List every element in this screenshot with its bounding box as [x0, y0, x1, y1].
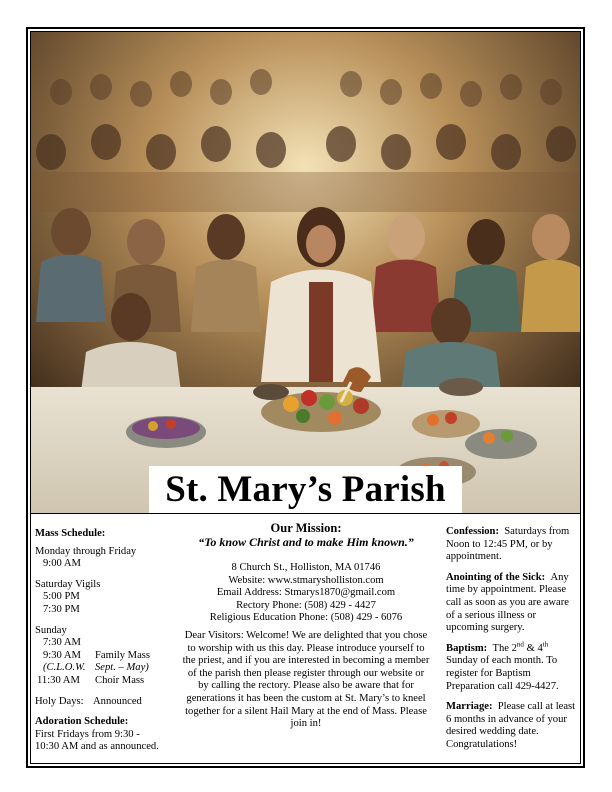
marriage-label: Marriage:: [446, 701, 493, 713]
saturday-time-2: 7:30 PM: [43, 603, 80, 615]
anointing-block: [446, 572, 580, 635]
adoration-heading: Adoration Schedule:: [35, 716, 129, 728]
mass-schedule-heading: Mass Schedule:: [35, 528, 106, 539]
adoration-line-1: First Fridays from 9:30 -: [35, 728, 140, 740]
rectory-phone: Rectory Phone: (508) 429 - 4427: [236, 599, 376, 611]
baptism-sup-2: th: [542, 640, 549, 649]
sunday-time-3: 11:30 AM: [37, 674, 80, 686]
website[interactable]: Website: www.stmarysholliston.com: [228, 574, 384, 586]
anointing-label: Anointing of the Sick:: [446, 571, 546, 583]
saturday-time-1: 5:00 PM: [43, 591, 80, 603]
baptism-text-b: & 4: [523, 642, 543, 654]
confession-text: Saturdays from Noon to 12:45 PM, or by appointment.: [446, 526, 570, 563]
baptism-text-a: The 2: [492, 642, 517, 654]
sacraments-column: [446, 526, 580, 760]
sunday-label: Sunday: [35, 624, 67, 636]
feast-painting-image: [31, 32, 580, 513]
sunday-time-2: 9:30 AM: [43, 649, 81, 661]
parish-title: St. Mary’s Parish: [165, 469, 446, 510]
religious-ed-phone: Religious Education Phone: (508) 429 - 6076: [209, 612, 403, 624]
mission-column: [182, 521, 430, 731]
sunday-row-2: [35, 650, 175, 663]
clow-row: [35, 662, 175, 675]
weekday-label: Monday through Friday: [35, 545, 137, 557]
sunday-time-2-note: Family Mass: [95, 649, 151, 661]
sunday-time-3-note: Choir Mass: [95, 674, 145, 686]
mass-schedule-column: [35, 528, 175, 754]
marriage-block: [446, 701, 580, 751]
adoration-line-2: 10:30 AM and as announced.: [35, 741, 159, 753]
saturday-label: Saturday Vigils: [35, 578, 101, 590]
mission-heading: Our Mission:: [270, 521, 342, 535]
anointing-text: Any time by appointment. Please call as soon as you are aware of a serious illness or upcoming surgery.: [446, 571, 569, 634]
confession-label: Confession:: [446, 526, 499, 537]
mission-statement: “To know Christ and to make Him known.”: [198, 535, 414, 549]
holy-days-label: Holy Days:: [35, 695, 84, 707]
holy-days-value: Announced: [93, 695, 142, 707]
confession-block: [446, 526, 580, 564]
email[interactable]: Email Address: Stmarys1870@gmail.com: [216, 587, 396, 599]
holy-days-row: [35, 696, 175, 709]
title-banner: [149, 466, 462, 513]
sunday-row-3: [35, 675, 175, 688]
baptism-label: Baptism:: [446, 642, 488, 654]
baptism-sup-1: nd: [516, 640, 524, 649]
clow-note: (C.L.O.W.: [43, 662, 86, 674]
clow-dates: Sept. – May): [95, 662, 149, 674]
marriage-text: Please call at least 6 months in advance of your desired wedding date. Congratulations!: [446, 701, 576, 750]
address: 8 Church St., Holliston, MA 01746: [231, 562, 381, 573]
baptism-text-c: Sunday of each month. To register for Baptism Preparation call 429-4427.: [446, 655, 559, 692]
welcome-text: Dear Visitors: Welcome! We are delighted that you chose to worship with us this day. Please introduce yourself to the priest, and if you are interested in becoming a member of the parish then please register through our website or by calling the rectory. Please also be aware that for generations it has been the custom at St. Mary’s to kneel together for a silent Hail Mary at the end of Mass. Please join in!: [182, 629, 430, 730]
hero-painting: [31, 32, 580, 514]
sunday-time-1: 7:30 AM: [43, 637, 81, 649]
weekday-time: 9:00 AM: [43, 558, 81, 570]
baptism-block: [446, 640, 580, 693]
